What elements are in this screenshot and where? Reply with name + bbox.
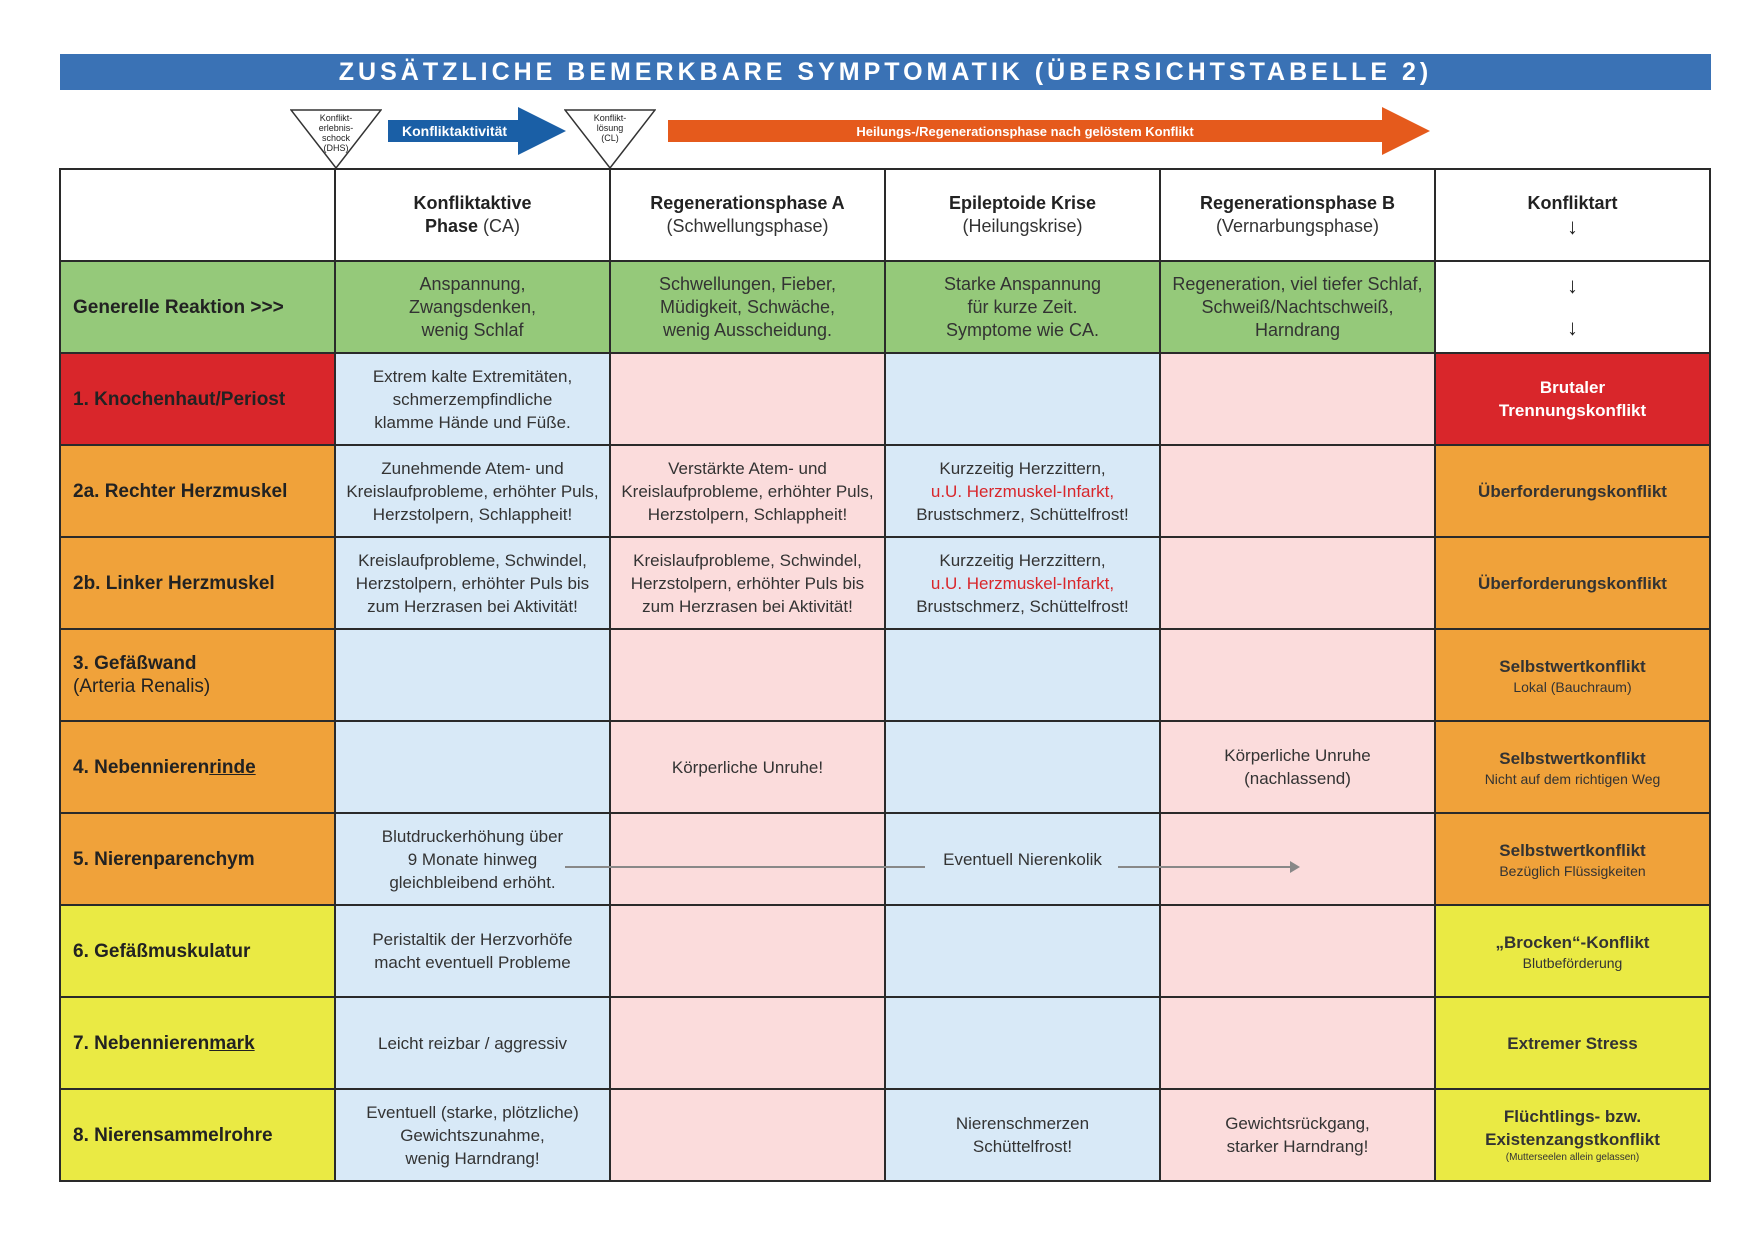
text-line: schmerzempfindliche — [392, 389, 553, 409]
text-line: gleichbleibend erhöht. — [389, 872, 556, 892]
konfliktart-sub: Bezüglich Flüssigkeiten — [1499, 862, 1646, 879]
table-row — [60, 997, 1710, 1089]
cell-pa — [610, 353, 885, 445]
cell-pa — [610, 997, 885, 1089]
cl-triangle — [564, 109, 656, 169]
cell-pa — [610, 445, 885, 537]
cell-konfliktart — [1435, 813, 1710, 905]
down-arrow-icon: ↓ — [1567, 213, 1578, 239]
connector-line — [565, 866, 925, 868]
cell-ca — [335, 721, 610, 813]
cell-ca — [335, 537, 610, 629]
konfliktart-title: Selbstwertkonflikt — [1499, 840, 1646, 860]
row-label: 2a. Rechter Herzmuskel — [60, 445, 335, 537]
header-ca — [335, 169, 610, 261]
conflict-activity-arrow — [388, 107, 568, 155]
text-line: Trennungskonflikt — [1498, 401, 1647, 420]
text-line: Kreislaufprobleme, erhöhter Puls, — [621, 481, 874, 501]
text-line: Kurzzeitig Herzzittern, — [939, 550, 1106, 570]
konfliktart-sub: Lokal (Bauchraum) — [1513, 678, 1632, 695]
row-label-underlined: rinde — [209, 756, 256, 778]
row-label — [60, 721, 335, 813]
header-konfliktart — [1435, 169, 1710, 261]
row-label: 6. Gefäßmuskulatur — [60, 905, 335, 997]
table-row — [60, 905, 1710, 997]
header-row — [60, 169, 1710, 261]
text-line: Verstärkte Atem- und — [668, 458, 827, 478]
cell-konfliktart — [1435, 1089, 1710, 1181]
dhs-triangle — [290, 109, 382, 169]
header-pa-title: Regenerationsphase A — [650, 193, 845, 213]
header-ek — [885, 169, 1160, 261]
cell-ek — [885, 537, 1160, 629]
text-line: Regeneration, viel tiefer Schlaf, — [1172, 273, 1423, 294]
text-line: Gewichtszunahme, — [400, 1125, 545, 1145]
cell-ek — [885, 353, 1160, 445]
general-reaction-label: Generelle Reaktion >>> — [60, 261, 335, 353]
cell-pb — [1160, 721, 1435, 813]
cell-ek — [885, 629, 1160, 721]
text-line: für kurze Zeit. — [967, 296, 1078, 317]
table-row — [60, 445, 1710, 537]
row-label-main: 4. Nebennieren — [73, 756, 210, 778]
cell-konfliktart — [1435, 721, 1710, 813]
header-ek-sub: (Heilungskrise) — [962, 216, 1083, 236]
text-line: 9 Monate hinweg — [407, 849, 538, 869]
arrow-head-icon — [1290, 861, 1300, 873]
row-label — [60, 629, 335, 721]
conflict-activity-label: Konfliktaktivität — [402, 123, 508, 139]
header-pa-sub: (Schwellungsphase) — [666, 216, 829, 236]
cell-pb — [1160, 905, 1435, 997]
text-line: Zwangsdenken, — [408, 296, 537, 317]
text-line: Anspannung, — [419, 273, 526, 294]
cell-pa — [610, 813, 885, 905]
table-row — [60, 353, 1710, 445]
cell-ek — [885, 1089, 1160, 1181]
text-line: Kreislaufprobleme, Schwindel, — [358, 550, 587, 570]
table-row — [60, 629, 1710, 721]
cell-pb — [1160, 813, 1435, 905]
cell-pa — [610, 629, 885, 721]
row-label: 1. Knochenhaut/Periost — [60, 353, 335, 445]
row-label: 2b. Linker Herzmuskel — [60, 537, 335, 629]
konfliktart-note: (Mutterseelen allein gelassen) — [1505, 1152, 1640, 1163]
cell-pa — [610, 1089, 885, 1181]
text-line: Kurzzeitig Herzzittern, — [939, 458, 1106, 478]
dhs-label: Konflikt- erlebnis- schock (DHS) — [318, 113, 354, 153]
text-line: zum Herzrasen bei Aktivität! — [642, 596, 853, 616]
text-line-highlight: u.U. Herzmuskel-Infarkt, — [930, 481, 1115, 501]
cell-pb — [1160, 353, 1435, 445]
cell-konfliktart: Extremer Stress — [1435, 997, 1710, 1089]
general-pb-cell — [1160, 261, 1435, 353]
cell-konfliktart — [1435, 629, 1710, 721]
table-row — [60, 1089, 1710, 1181]
table-row — [60, 537, 1710, 629]
header-ca-title: Konfliktaktive — [413, 193, 532, 213]
text-line: Peristaltik der Herzvorhöfe — [372, 930, 573, 949]
healing-phase-label: Heilungs-/Regenerationsphase nach gelöstem Konflikt — [856, 123, 1194, 139]
text-line: Kreislaufprobleme, Schwindel, — [633, 550, 862, 570]
text-line: wenig Harndrang! — [405, 1148, 540, 1168]
healing-phase-arrow — [668, 107, 1432, 155]
cell-ca — [335, 1089, 610, 1181]
down-arrow-icon: ↓ — [1567, 315, 1578, 340]
cl-label: Konflikt- lösung (CL) — [593, 113, 627, 143]
row-label-main: 3. Gefäßwand — [73, 653, 197, 674]
cell-konfliktart — [1435, 353, 1710, 445]
general-ca-cell — [335, 261, 610, 353]
text-line: macht eventuell Probleme — [374, 953, 571, 972]
text-line: Extrem kalte Extremitäten, — [372, 366, 573, 386]
header-pb-title: Regenerationsphase B — [1199, 193, 1396, 213]
text-line: Schweiß/Nachtschweiß, — [1201, 296, 1394, 317]
cell-pb — [1160, 537, 1435, 629]
cell-ca — [335, 445, 610, 537]
text-line: Symptome wie CA. — [945, 319, 1100, 340]
cell-pb — [1160, 1089, 1435, 1181]
text-line: Nierenschmerzen — [955, 1114, 1090, 1133]
page-title: ZUSÄTZLICHE BEMERKBARE SYMPTOMATIK (ÜBERSICHTSTABELLE 2) — [60, 54, 1711, 90]
row-label — [60, 997, 335, 1089]
header-empty-cell — [60, 169, 335, 261]
cell-konfliktart: Überforderungskonflikt — [1435, 445, 1710, 537]
cell-pa — [610, 905, 885, 997]
cell-konfliktart — [1435, 905, 1710, 997]
text-line: Müdigkeit, Schwäche, — [659, 296, 836, 317]
connector-line — [1118, 866, 1290, 868]
text-line: Zunehmende Atem- und — [381, 458, 564, 478]
text-line: Herzstolpern, erhöhter Puls bis — [630, 573, 865, 593]
cell-pa — [610, 537, 885, 629]
symptom-table — [59, 168, 1711, 1182]
cell-ca: Leicht reizbar / aggressiv — [335, 997, 610, 1089]
header-konfliktart-title: Konfliktart — [1527, 192, 1618, 213]
text-line: Starke Anspannung — [943, 273, 1102, 294]
row-label-sub: (Arteria Renalis) — [73, 676, 211, 697]
text-line: Herzstolpern, Schlappheit! — [372, 504, 573, 524]
table-row — [60, 721, 1710, 813]
text-line: starker Harndrang! — [1226, 1137, 1369, 1156]
konfliktart-title: „Brocken“-Konflikt — [1495, 932, 1650, 952]
text-line: Flüchtlings- bzw. — [1503, 1107, 1642, 1126]
header-ca-title2: Phase — [424, 216, 479, 236]
text-line: Gewichtsrückgang, — [1225, 1114, 1370, 1133]
konfliktart-sub: Blutbeförderung — [1522, 954, 1623, 971]
row-label-main: 7. Nebennieren — [73, 1032, 210, 1054]
row-label: 8. Nierensammelrohre — [60, 1089, 335, 1181]
cell-pb — [1160, 629, 1435, 721]
text-line: klamme Hände und Füße. — [374, 412, 571, 432]
konfliktart-title: Selbstwertkonflikt — [1499, 656, 1646, 676]
text-line: Herzstolpern, Schlappheit! — [647, 504, 848, 524]
down-arrow-icon: ↓ — [1567, 273, 1578, 298]
general-reaction-row — [60, 261, 1710, 353]
konfliktart-sub: Nicht auf dem richtigen Weg — [1484, 770, 1661, 787]
cell-ek — [885, 905, 1160, 997]
cell-ca — [335, 353, 610, 445]
text-line-highlight: u.U. Herzmuskel-Infarkt, — [930, 573, 1115, 593]
cell-konfliktart: Überforderungskonflikt — [1435, 537, 1710, 629]
general-ek-cell — [885, 261, 1160, 353]
header-pa — [610, 169, 885, 261]
table-row — [60, 813, 1710, 905]
header-ek-title: Epileptoide Krise — [948, 193, 1097, 213]
text-line: (nachlassend) — [1244, 769, 1351, 788]
text-line: Blutdruckerhöhung über — [381, 826, 564, 846]
header-ca-abbr: (CA) — [478, 216, 521, 236]
text-line: Brutaler — [1539, 378, 1606, 397]
konfliktart-title: Selbstwertkonflikt — [1499, 748, 1646, 768]
header-pb — [1160, 169, 1435, 261]
header-pb-sub: (Vernarbungsphase) — [1215, 216, 1380, 236]
text-line: Harndrang — [1254, 319, 1341, 340]
text-line: Eventuell (starke, plötzliche) — [366, 1102, 579, 1122]
text-line: Schüttelfrost! — [972, 1137, 1073, 1156]
cell-ca — [335, 905, 610, 997]
text-line: Herzstolpern, erhöhter Puls bis — [355, 573, 590, 593]
text-line: Brustschmerz, Schüttelfrost! — [916, 504, 1129, 524]
row-label-underlined: mark — [209, 1032, 255, 1054]
text-line: wenig Ausscheidung. — [662, 319, 833, 340]
text-line: Brustschmerz, Schüttelfrost! — [916, 596, 1129, 616]
cell-ek — [885, 997, 1160, 1089]
cell-ek — [885, 445, 1160, 537]
text-line: Körperliche Unruhe — [1224, 746, 1371, 765]
text-line: Schwellungen, Fieber, — [658, 273, 837, 294]
cell-pb — [1160, 997, 1435, 1089]
text-line: Eventuell Nierenkolik — [935, 850, 1110, 869]
cell-pa: Körperliche Unruhe! — [610, 721, 885, 813]
cell-ca — [335, 629, 610, 721]
cell-pb — [1160, 445, 1435, 537]
text-line: Kreislaufprobleme, erhöhter Puls, — [346, 481, 599, 501]
text-line: zum Herzrasen bei Aktivität! — [367, 596, 578, 616]
text-line: wenig Schlaf — [421, 319, 524, 340]
general-pa-cell — [610, 261, 885, 353]
cell-ek — [885, 813, 1160, 905]
cell-ek — [885, 721, 1160, 813]
row-label: 5. Nierenparenchym — [60, 813, 335, 905]
cell-ca — [335, 813, 610, 905]
text-line: Existenzangstkonflikt — [1485, 1130, 1660, 1149]
general-konfliktart-cell — [1435, 261, 1710, 353]
